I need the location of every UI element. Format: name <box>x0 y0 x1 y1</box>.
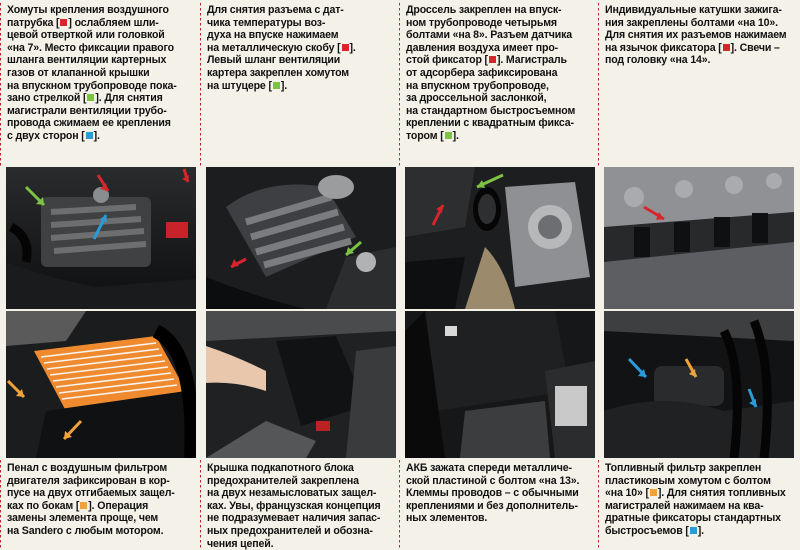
column-divider <box>200 3 201 168</box>
photo-engine-bay <box>6 167 196 309</box>
caption-temperature-sensor: Для снятия разъема с дат- чика температуры воз- духа на впуске нажимаем на металлическую скобу [ ]. Левый шланг вентиляции картера закреплен хомутом на штуцере [ ]. <box>207 4 356 92</box>
photo-battery <box>405 311 595 458</box>
caption-ignition-coils: Индивидуальные катушки зажига- ния закреплены болтами «на 10». Для снятия их разъемов нажимаем на язычок фиксатора [ ]. Свечи – под головку «на 14». <box>605 4 787 67</box>
photo-ignition-coils <box>604 167 794 309</box>
caption-engine-hoses: Хомуты крепления воздушного патрубка [ ] ослабляем шли- цевой отверткой или головкой «на 7». Место фиксации правого шланга вентиляции картерных газов от клапанной крышки на впускном трубопроводе пока- зано стрелкой [ ]. Для снятия магистрали вентиляции трубо- провода сжимаем ее крепления с двух сторон [ ]. <box>7 4 177 142</box>
green-marker-icon <box>87 94 94 101</box>
orange-marker-icon <box>80 502 87 509</box>
column-divider <box>598 3 599 168</box>
red-marker-icon <box>342 44 349 51</box>
red-marker-icon <box>60 19 67 26</box>
caption-fuel-filter: Топливный фильтр закреплен пластиковым хомутом с болтом «на 10» [ ]. Для снятия топливных магистралей нажимаем на ква- дратные фиксаторы стандартных быстросъемов [ ]. <box>605 462 786 537</box>
caption-fuse-box: Крышка подкапотного блока предохранителей закреплена на двух незамысловатых защел- ках. Увы, французская концепция не подразумевает наличия запас- ных предохранителей и обозна- чения цепей. <box>207 462 381 550</box>
green-marker-icon <box>273 82 280 89</box>
photo-fuse-box <box>206 311 396 458</box>
green-marker-icon <box>445 132 452 139</box>
photo-air-filter <box>6 311 196 458</box>
column-1 <box>0 0 196 549</box>
photo-throttle-body <box>405 167 595 309</box>
column-3 <box>399 0 595 549</box>
orange-marker-icon <box>650 489 657 496</box>
caption-throttle: Дроссель закреплен на впуск- ном трубопроводе четырьмя болтами «на 8». Разъем датчика давления воздуха имеет про- стой фиксатор [ ]. Магистраль от адсорбера зафиксирована на впускном трубопроводе, за дроссельной заслонкой, на стандартном быстросъемном креплении с квадратным фикса- тором [ ]. <box>406 4 576 142</box>
column-4 <box>598 0 794 549</box>
column-divider <box>399 3 400 168</box>
column-divider <box>200 460 201 550</box>
column-divider <box>598 460 599 550</box>
column-divider <box>399 460 400 550</box>
blue-marker-icon <box>86 132 93 139</box>
column-divider <box>0 3 1 168</box>
red-marker-icon <box>723 44 730 51</box>
caption-air-filter: Пенал с воздушным фильтром двигателя зафиксирован в кор- пусе на двух отгибаемых защел- ках по бокам [ ]. Операция замены элемента проще, чем на Sandero с любым мотором. <box>7 462 175 537</box>
column-divider <box>0 460 1 550</box>
photo-intake-manifold <box>206 167 396 309</box>
column-2 <box>200 0 396 549</box>
photo-fuel-filter <box>604 311 794 458</box>
blue-marker-icon <box>690 527 697 534</box>
caption-battery: АКБ зажата спереди металличе- ской пластиной с болтом «на 13». Клеммы проводов – с обычными креплениями и без дополнитель- ных элементов. <box>406 462 580 525</box>
red-marker-icon <box>489 56 496 63</box>
